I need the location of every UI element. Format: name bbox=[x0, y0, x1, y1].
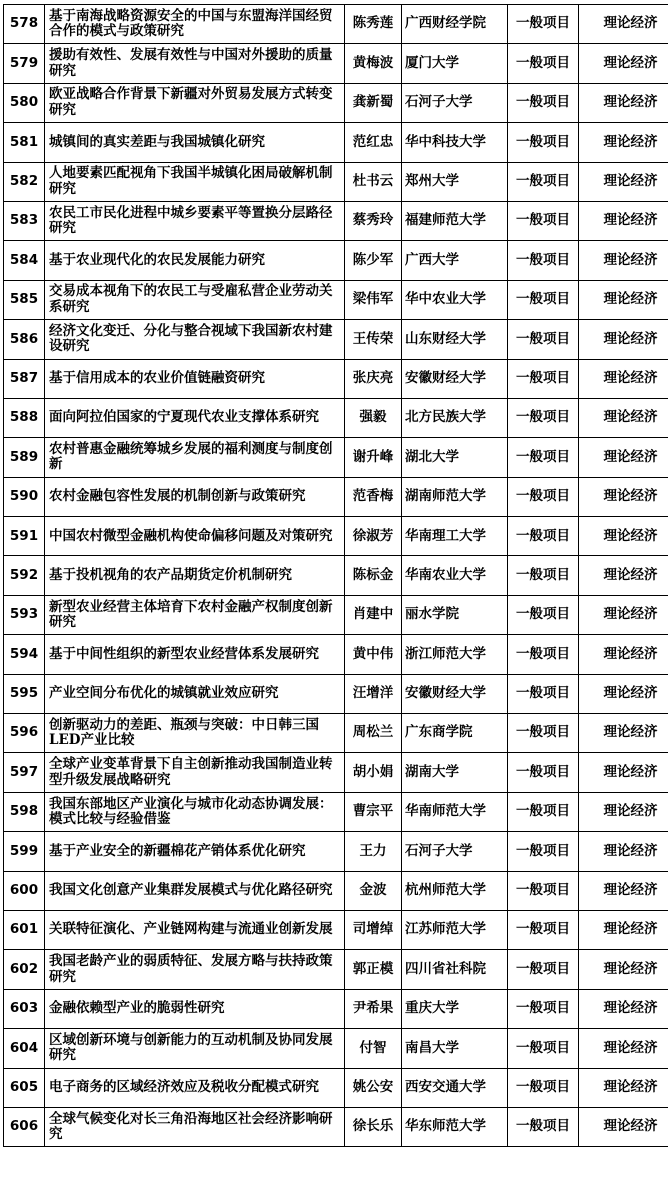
table-row bbox=[4, 83, 668, 122]
principal-investigator: 范红忠 bbox=[345, 123, 402, 162]
table-row bbox=[4, 674, 668, 713]
project-category: 一般项目 bbox=[508, 241, 579, 280]
principal-investigator: 胡小娟 bbox=[345, 753, 402, 792]
project-category: 一般项目 bbox=[508, 123, 579, 162]
institution: 山东财经大学 bbox=[402, 320, 508, 359]
project-category: 一般项目 bbox=[508, 595, 579, 634]
project-category: 一般项目 bbox=[508, 674, 579, 713]
principal-investigator: 陈秀莲 bbox=[345, 5, 402, 44]
project-category: 一般项目 bbox=[508, 753, 579, 792]
discipline: 理论经济 bbox=[579, 359, 668, 398]
project-number: 591 bbox=[4, 517, 45, 556]
institution: 湖南大学 bbox=[402, 753, 508, 792]
table-row bbox=[4, 1068, 668, 1107]
project-title: 中国农村微型金融机构使命偏移问题及对策研究 bbox=[45, 517, 345, 556]
institution: 湖北大学 bbox=[402, 438, 508, 477]
table-row bbox=[4, 517, 668, 556]
institution: 广西财经学院 bbox=[402, 5, 508, 44]
discipline: 理论经济 bbox=[579, 1029, 668, 1068]
project-number: 596 bbox=[4, 714, 45, 753]
project-number: 581 bbox=[4, 123, 45, 162]
project-title: 农民工市民化进程中城乡要素平等置换分层路径研究 bbox=[45, 201, 345, 240]
discipline: 理论经济 bbox=[579, 595, 668, 634]
institution: 江苏师范大学 bbox=[402, 910, 508, 949]
institution: 四川省社科院 bbox=[402, 950, 508, 989]
principal-investigator: 黄中伟 bbox=[345, 635, 402, 674]
principal-investigator: 徐长乐 bbox=[345, 1107, 402, 1146]
discipline: 理论经济 bbox=[579, 792, 668, 831]
discipline: 理论经济 bbox=[579, 320, 668, 359]
project-number: 595 bbox=[4, 674, 45, 713]
discipline: 理论经济 bbox=[579, 1107, 668, 1146]
table-row bbox=[4, 477, 668, 516]
principal-investigator: 龚新蜀 bbox=[345, 83, 402, 122]
table-row bbox=[4, 556, 668, 595]
institution: 安徽财经大学 bbox=[402, 674, 508, 713]
project-title: 农村普惠金融统筹城乡发展的福利测度与制度创新 bbox=[45, 438, 345, 477]
table-row bbox=[4, 5, 668, 44]
principal-investigator: 王传荣 bbox=[345, 320, 402, 359]
principal-investigator: 姚公安 bbox=[345, 1068, 402, 1107]
institution: 丽水学院 bbox=[402, 595, 508, 634]
principal-investigator: 曹宗平 bbox=[345, 792, 402, 831]
project-category: 一般项目 bbox=[508, 556, 579, 595]
table-row bbox=[4, 280, 668, 319]
project-title: 全球气候变化对长三角沿海地区社会经济影响研究 bbox=[45, 1107, 345, 1146]
project-category: 一般项目 bbox=[508, 438, 579, 477]
project-title: 电子商务的区域经济效应及税收分配模式研究 bbox=[45, 1068, 345, 1107]
principal-investigator: 杜书云 bbox=[345, 162, 402, 201]
project-category: 一般项目 bbox=[508, 44, 579, 83]
project-title: 金融依赖型产业的脆弱性研究 bbox=[45, 989, 345, 1028]
project-category: 一般项目 bbox=[508, 832, 579, 871]
project-number: 592 bbox=[4, 556, 45, 595]
project-category: 一般项目 bbox=[508, 1029, 579, 1068]
project-title: 城镇间的真实差距与我国城镇化研究 bbox=[45, 123, 345, 162]
institution: 华南师范大学 bbox=[402, 792, 508, 831]
project-number: 594 bbox=[4, 635, 45, 674]
project-title: 区域创新环境与创新能力的互动机制及协同发展研究 bbox=[45, 1029, 345, 1068]
project-number: 585 bbox=[4, 280, 45, 319]
principal-investigator: 王力 bbox=[345, 832, 402, 871]
table-row bbox=[4, 910, 668, 949]
discipline: 理论经济 bbox=[579, 162, 668, 201]
institution: 华东师范大学 bbox=[402, 1107, 508, 1146]
discipline: 理论经济 bbox=[579, 910, 668, 949]
table-row bbox=[4, 950, 668, 989]
project-title: 基于产业安全的新疆棉花产销体系优化研究 bbox=[45, 832, 345, 871]
project-title: 基于南海战略资源安全的中国与东盟海洋国经贸合作的模式与政策研究 bbox=[45, 5, 345, 44]
principal-investigator: 周松兰 bbox=[345, 714, 402, 753]
project-title: 欧亚战略合作背景下新疆对外贸易发展方式转变研究 bbox=[45, 83, 345, 122]
project-number: 601 bbox=[4, 910, 45, 949]
discipline: 理论经济 bbox=[579, 714, 668, 753]
project-title: 全球产业变革背景下自主创新推动我国制造业转型升级发展战略研究 bbox=[45, 753, 345, 792]
project-category: 一般项目 bbox=[508, 714, 579, 753]
project-number: 593 bbox=[4, 595, 45, 634]
table-row bbox=[4, 714, 668, 753]
project-category: 一般项目 bbox=[508, 1068, 579, 1107]
discipline: 理论经济 bbox=[579, 44, 668, 83]
project-number: 600 bbox=[4, 871, 45, 910]
principal-investigator: 黄梅波 bbox=[345, 44, 402, 83]
project-category: 一般项目 bbox=[508, 5, 579, 44]
discipline: 理论经济 bbox=[579, 871, 668, 910]
institution: 浙江师范大学 bbox=[402, 635, 508, 674]
table-row bbox=[4, 792, 668, 831]
project-category: 一般项目 bbox=[508, 871, 579, 910]
principal-investigator: 肖建中 bbox=[345, 595, 402, 634]
table-row bbox=[4, 989, 668, 1028]
project-category: 一般项目 bbox=[508, 635, 579, 674]
discipline: 理论经济 bbox=[579, 674, 668, 713]
project-title: 产业空间分布优化的城镇就业效应研究 bbox=[45, 674, 345, 713]
table-row bbox=[4, 320, 668, 359]
table-row bbox=[4, 832, 668, 871]
table-row bbox=[4, 162, 668, 201]
project-category: 一般项目 bbox=[508, 989, 579, 1028]
principal-investigator: 梁伟军 bbox=[345, 280, 402, 319]
project-number: 584 bbox=[4, 241, 45, 280]
discipline: 理论经济 bbox=[579, 201, 668, 240]
project-title: 援助有效性、发展有效性与中国对外援助的质量研究 bbox=[45, 44, 345, 83]
principal-investigator: 司增绰 bbox=[345, 910, 402, 949]
table-row bbox=[4, 1029, 668, 1068]
project-table-container bbox=[3, 4, 668, 1147]
project-title: 基于投机视角的农产品期货定价机制研究 bbox=[45, 556, 345, 595]
project-number: 587 bbox=[4, 359, 45, 398]
discipline: 理论经济 bbox=[579, 477, 668, 516]
project-title: 创新驱动力的差距、瓶颈与突破：中日韩三国LED产业比较 bbox=[45, 714, 345, 753]
principal-investigator: 郭正模 bbox=[345, 950, 402, 989]
discipline: 理论经济 bbox=[579, 635, 668, 674]
project-category: 一般项目 bbox=[508, 162, 579, 201]
project-number: 598 bbox=[4, 792, 45, 831]
institution: 广西大学 bbox=[402, 241, 508, 280]
institution: 安徽财经大学 bbox=[402, 359, 508, 398]
institution: 北方民族大学 bbox=[402, 398, 508, 437]
principal-investigator: 付智 bbox=[345, 1029, 402, 1068]
discipline: 理论经济 bbox=[579, 989, 668, 1028]
project-title: 基于农业现代化的农民发展能力研究 bbox=[45, 241, 345, 280]
principal-investigator: 陈标金 bbox=[345, 556, 402, 595]
principal-investigator: 蔡秀玲 bbox=[345, 201, 402, 240]
project-number: 580 bbox=[4, 83, 45, 122]
table-row bbox=[4, 398, 668, 437]
institution: 石河子大学 bbox=[402, 83, 508, 122]
project-title: 面向阿拉伯国家的宁夏现代农业支撑体系研究 bbox=[45, 398, 345, 437]
principal-investigator: 张庆亮 bbox=[345, 359, 402, 398]
institution: 湖南师范大学 bbox=[402, 477, 508, 516]
project-title: 新型农业经营主体培育下农村金融产权制度创新研究 bbox=[45, 595, 345, 634]
project-title: 我国文化创意产业集群发展模式与优化路径研究 bbox=[45, 871, 345, 910]
project-category: 一般项目 bbox=[508, 359, 579, 398]
table-row bbox=[4, 871, 668, 910]
discipline: 理论经济 bbox=[579, 753, 668, 792]
discipline: 理论经济 bbox=[579, 832, 668, 871]
table-row bbox=[4, 44, 668, 83]
project-category: 一般项目 bbox=[508, 201, 579, 240]
project-number: 602 bbox=[4, 950, 45, 989]
project-number: 582 bbox=[4, 162, 45, 201]
project-title: 交易成本视角下的农民工与受雇私营企业劳动关系研究 bbox=[45, 280, 345, 319]
project-number: 604 bbox=[4, 1029, 45, 1068]
principal-investigator: 强毅 bbox=[345, 398, 402, 437]
project-number: 586 bbox=[4, 320, 45, 359]
project-category: 一般项目 bbox=[508, 950, 579, 989]
institution: 郑州大学 bbox=[402, 162, 508, 201]
project-category: 一般项目 bbox=[508, 477, 579, 516]
project-number: 589 bbox=[4, 438, 45, 477]
institution: 石河子大学 bbox=[402, 832, 508, 871]
project-title: 农村金融包容性发展的机制创新与政策研究 bbox=[45, 477, 345, 516]
project-number: 599 bbox=[4, 832, 45, 871]
table-row bbox=[4, 635, 668, 674]
institution: 广东商学院 bbox=[402, 714, 508, 753]
principal-investigator: 尹希果 bbox=[345, 989, 402, 1028]
discipline: 理论经济 bbox=[579, 5, 668, 44]
discipline: 理论经济 bbox=[579, 280, 668, 319]
project-title: 我国东部地区产业演化与城市化动态协调发展：模式比较与经验借鉴 bbox=[45, 792, 345, 831]
project-title: 人地要素匹配视角下我国半城镇化困局破解机制研究 bbox=[45, 162, 345, 201]
principal-investigator: 金波 bbox=[345, 871, 402, 910]
institution: 南昌大学 bbox=[402, 1029, 508, 1068]
project-category: 一般项目 bbox=[508, 398, 579, 437]
project-number: 583 bbox=[4, 201, 45, 240]
table-row bbox=[4, 359, 668, 398]
discipline: 理论经济 bbox=[579, 556, 668, 595]
project-number: 603 bbox=[4, 989, 45, 1028]
project-category: 一般项目 bbox=[508, 83, 579, 122]
project-category: 一般项目 bbox=[508, 280, 579, 319]
project-number: 578 bbox=[4, 5, 45, 44]
institution: 西安交通大学 bbox=[402, 1068, 508, 1107]
principal-investigator: 陈少军 bbox=[345, 241, 402, 280]
discipline: 理论经济 bbox=[579, 241, 668, 280]
discipline: 理论经济 bbox=[579, 123, 668, 162]
project-category: 一般项目 bbox=[508, 910, 579, 949]
table-row bbox=[4, 1107, 668, 1146]
project-number: 588 bbox=[4, 398, 45, 437]
project-category: 一般项目 bbox=[508, 320, 579, 359]
principal-investigator: 徐淑芳 bbox=[345, 517, 402, 556]
discipline: 理论经济 bbox=[579, 83, 668, 122]
table-row bbox=[4, 438, 668, 477]
discipline: 理论经济 bbox=[579, 398, 668, 437]
principal-investigator: 谢升峰 bbox=[345, 438, 402, 477]
institution: 华中科技大学 bbox=[402, 123, 508, 162]
institution: 华中农业大学 bbox=[402, 280, 508, 319]
table-row bbox=[4, 201, 668, 240]
project-title: 我国老龄产业的弱质特征、发展方略与扶持政策研究 bbox=[45, 950, 345, 989]
institution: 华南农业大学 bbox=[402, 556, 508, 595]
project-list-table bbox=[3, 4, 668, 1147]
project-number: 590 bbox=[4, 477, 45, 516]
project-category: 一般项目 bbox=[508, 792, 579, 831]
project-category: 一般项目 bbox=[508, 1107, 579, 1146]
principal-investigator: 汪增洋 bbox=[345, 674, 402, 713]
table-row bbox=[4, 595, 668, 634]
project-title: 基于中间性组织的新型农业经营体系发展研究 bbox=[45, 635, 345, 674]
project-title: 关联特征演化、产业链网构建与流通业创新发展 bbox=[45, 910, 345, 949]
institution: 华南理工大学 bbox=[402, 517, 508, 556]
discipline: 理论经济 bbox=[579, 517, 668, 556]
project-title: 基于信用成本的农业价值链融资研究 bbox=[45, 359, 345, 398]
principal-investigator: 范香梅 bbox=[345, 477, 402, 516]
table-body bbox=[4, 5, 668, 1147]
institution: 重庆大学 bbox=[402, 989, 508, 1028]
institution: 福建师范大学 bbox=[402, 201, 508, 240]
institution: 杭州师范大学 bbox=[402, 871, 508, 910]
project-number: 579 bbox=[4, 44, 45, 83]
project-title: 经济文化变迁、分化与整合视域下我国新农村建设研究 bbox=[45, 320, 345, 359]
table-row bbox=[4, 241, 668, 280]
discipline: 理论经济 bbox=[579, 950, 668, 989]
discipline: 理论经济 bbox=[579, 438, 668, 477]
institution: 厦门大学 bbox=[402, 44, 508, 83]
table-row bbox=[4, 753, 668, 792]
project-number: 597 bbox=[4, 753, 45, 792]
table-row bbox=[4, 123, 668, 162]
project-category: 一般项目 bbox=[508, 517, 579, 556]
project-number: 605 bbox=[4, 1068, 45, 1107]
project-number: 606 bbox=[4, 1107, 45, 1146]
discipline: 理论经济 bbox=[579, 1068, 668, 1107]
